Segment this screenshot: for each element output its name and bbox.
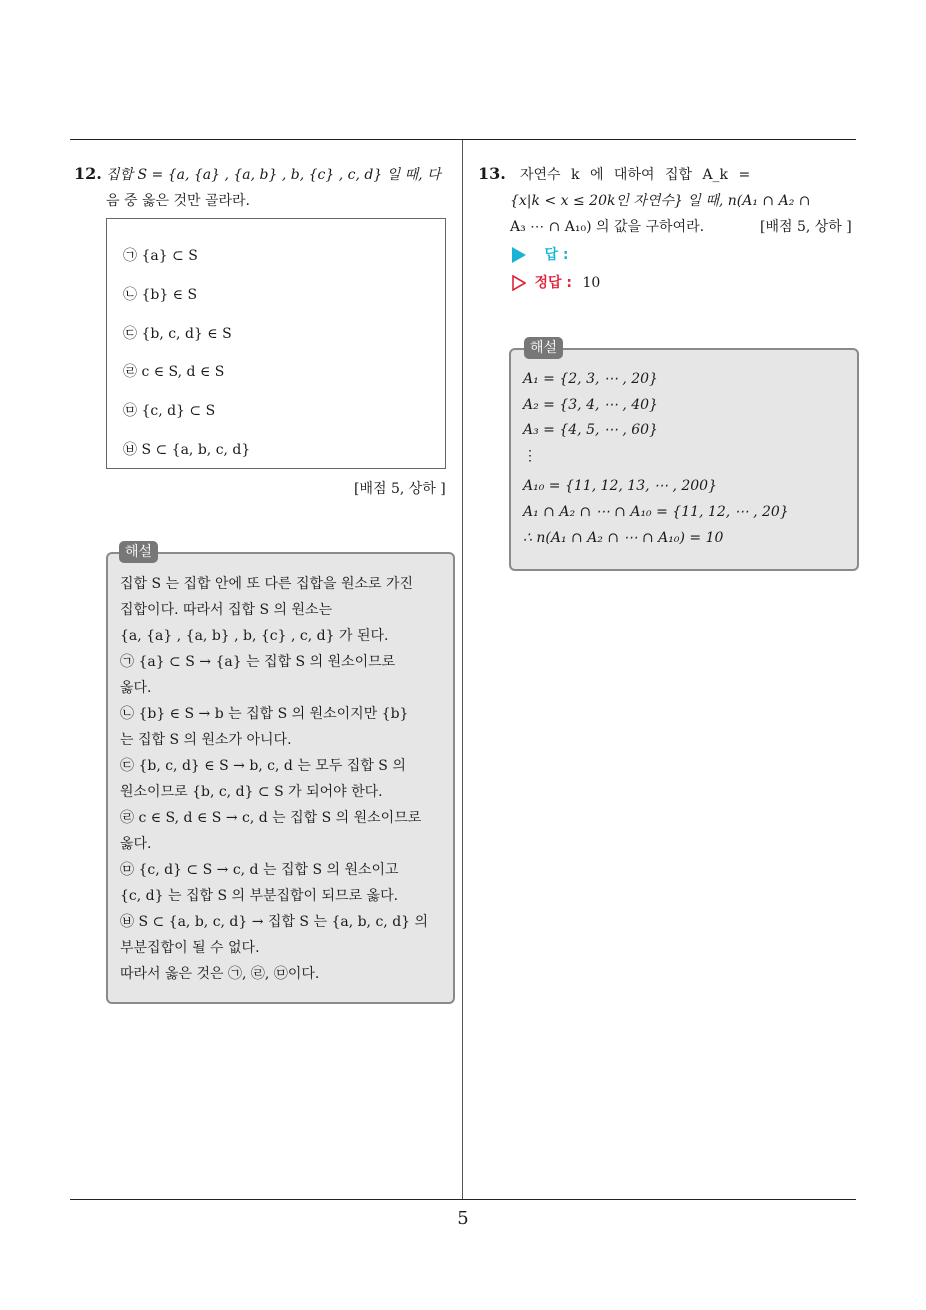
outline-triangle-icon	[512, 275, 526, 291]
solution-line: 는 집합 S 의 원소가 아니다.	[120, 732, 292, 748]
score-label: [배점 5, 상하 ]	[760, 219, 852, 235]
solution-line: A₁ ∩ A₂ ∩ ⋯ ∩ A₁₀ = {11, 12, ⋯ , 20}	[523, 504, 789, 520]
correct-answer-row	[512, 273, 600, 293]
solution-line: ㉤ {c, d} ⊂ S → c, d 는 집합 S 의 원소이고	[120, 862, 399, 878]
correct-answer-label: 정답 :	[534, 275, 572, 291]
solution-line: A₁ = {2, 3, ⋯ , 20}	[523, 371, 658, 387]
correct-answer-value: 10	[582, 275, 601, 291]
play-arrow-icon	[512, 247, 526, 263]
solution-line: ㉡ {b} ∈ S → b 는 집합 S 의 원소이지만 {b}	[120, 706, 409, 722]
choice-1: ㉠ {a} ⊂ S	[123, 248, 198, 264]
solution-line: ∴ n(A₁ ∩ A₂ ∩ ⋯ ∩ A₁₀) = 10	[523, 530, 724, 546]
solution-line: ㉠ {a} ⊂ S → {a} 는 집합 S 의 원소이므로	[120, 654, 396, 670]
solution-line: 따라서 옳은 것은 ㉠, ㉣, ㉤이다.	[120, 966, 320, 982]
solution-line: 집합 S 는 집합 안에 또 다른 집합을 원소로 가진	[120, 576, 414, 592]
question-stem-line: 자연수 k 에 대하여 집합 A_k =	[520, 167, 751, 183]
solution-line: A₁₀ = {11, 12, 13, ⋯ , 200}	[523, 478, 717, 494]
solution-tag: 해설	[119, 541, 158, 563]
solution-line: 옳다.	[120, 836, 152, 852]
solution-line: ㉢ {b, c, d} ∈ S → b, c, d 는 모두 집합 S 의	[120, 758, 406, 774]
header-rule	[70, 139, 856, 140]
solution-line: 부분집합이 될 수 없다.	[120, 940, 260, 956]
solution-line: 옳다.	[120, 680, 152, 696]
question-stem-line: 집합 S = {a, {a} , {a, b} , b, {c} , c, d} 일 때, 다	[106, 167, 441, 183]
question-stem-line: 음 중 옳은 것만 골라라.	[106, 193, 250, 209]
choice-5: ㉤ {c, d} ⊂ S	[123, 403, 216, 419]
solution-tag: 해설	[524, 337, 563, 359]
answer-label: 답 :	[544, 247, 569, 263]
solution-box	[509, 348, 859, 571]
choices-box	[106, 218, 446, 469]
solution-line: ㉥ S ⊂ {a, b, c, d} → 집합 S 는 {a, b, c, d} 의	[120, 914, 429, 930]
solution-line: {c, d} 는 집합 S 의 부분집합이 되므로 옳다.	[120, 888, 399, 904]
solution-line: A₂ = {3, 4, ⋯ , 40}	[523, 397, 658, 413]
solution-line: A₃ = {4, 5, ⋯ , 60}	[523, 422, 658, 438]
choice-3: ㉢ {b, c, d} ∈ S	[123, 326, 232, 342]
question-number: 12.	[74, 164, 102, 183]
question-stem-line: {x|k < x ≤ 20k인 자연수} 일 때, n(A₁ ∩ A₂ ∩	[510, 193, 811, 209]
choice-6: ㉥ S ⊂ {a, b, c, d}	[123, 442, 251, 458]
solution-line: ㉣ c ∈ S, d ∈ S → c, d 는 집합 S 의 원소이므로	[120, 810, 422, 826]
solution-line: 원소이므로 {b, c, d} ⊂ S 가 되어야 한다.	[120, 784, 383, 800]
question-stem-line: A₃ ⋯ ∩ A₁₀) 의 값을 구하여라.	[510, 219, 705, 235]
choice-4: ㉣ c ∈ S, d ∈ S	[123, 364, 225, 380]
page-number: 5	[457, 1208, 469, 1229]
solution-line: ⋮	[523, 448, 537, 464]
question-number: 13.	[478, 164, 506, 183]
score-label: [배점 5, 상하 ]	[354, 481, 446, 497]
column-divider	[462, 140, 463, 1200]
solution-box	[106, 552, 455, 1004]
solution-line: {a, {a} , {a, b} , b, {c} , c, d} 가 된다.	[120, 628, 389, 644]
choice-2: ㉡ {b} ∈ S	[123, 287, 198, 303]
solution-line: 집합이다. 따라서 집합 S 의 원소는	[120, 602, 333, 618]
answer-row	[512, 245, 568, 265]
footer-rule	[70, 1199, 856, 1200]
